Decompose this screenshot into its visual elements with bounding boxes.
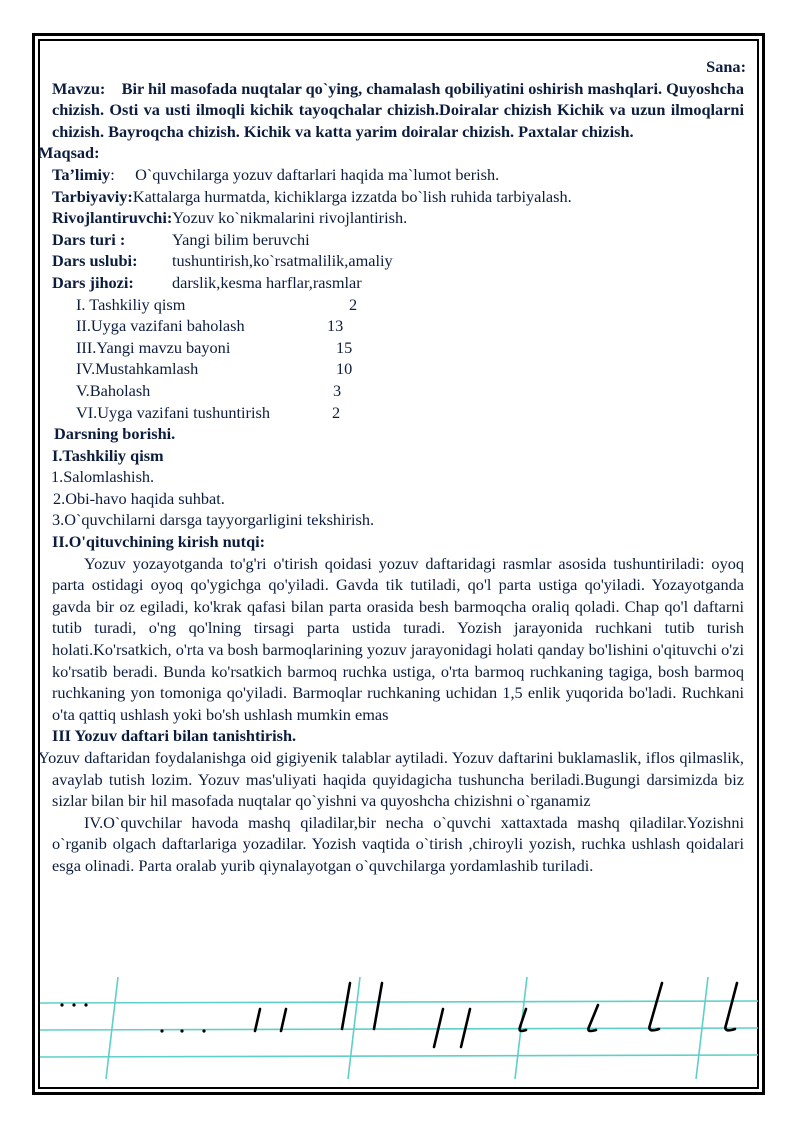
plan-minutes: 13 (327, 316, 344, 336)
plan-row (76, 315, 744, 337)
talimiy-label: Ta’limiy (52, 164, 111, 184)
plan-stage: III.Yangi mavzu bayoni (76, 337, 231, 357)
plan-minutes: 3 (333, 380, 342, 400)
section2-text: Yozuv yozayotganda to'g'ri o'tirish qoidasi yozuv daftaridagi rasmlar asosida tushuntiriladi: oyoq parta ostidagi oyoq qo'ygichga qo'yiladi. Gavda tik tutiladi, qo'l parta ustiga qo'yiladi. Yozayotganda gavda bir oz egiladi, ko'krak qafasi bilan parta orasida besh barmoqcha oraliq qoladi. Chap qo'l daftarni tutib turadi, o'ng qo'lning tirsagi parta ustida turadi. Yozish jarayonida ruchkani tutib turish holati.Ko'rsatkich, o'rta va bosh barmoqlarining yozuv jarayonidagi holati qanday bo'lishini o'qituvchi o'zi ko'rsatib beradi. Bunda ko'rsatkich barmoq ruchka ustiga, o'rta barmoq ruchkaning tagiga, bosh barmoq ruchkaning yon tomoniga qo'yiladi. Barmoqlar ruchkaning uchidan 1,5 enlik yuqorida bo'ladi. Ruchkani o'ta qattiq ushlash yoki bo'sh ushlash mumkin emas (52, 553, 744, 724)
goals-heading: Maqsad: (38, 143, 100, 163)
plan-minutes: 15 (336, 337, 353, 357)
lesson-type-label: Dars turi : (52, 229, 126, 249)
section3-text: Yozuv daftaridan foydalanishga oid gigiyenik talablar aytiladi. Yozuv daftarini buklamaslik, iflos qilmaslik, avaylab tutish lozim. Yozuv mas'uliyati haqida quyidagicha tushuncha beriladi.Bugungi darsimizda biz sizlar bilan bir hil masofada nuqtalar qo`yishni va quyoshcha chizishni o`rganamiz (38, 748, 744, 811)
tarbiyaviy-text: Kattalarga hurmatda, kichiklarga izzatda bo`lish ruhida tarbiyalash. (132, 186, 572, 206)
topic-paragraph (38, 78, 744, 143)
plan-stage: V.Baholash (76, 380, 151, 400)
topic-text: Bir hil masofada nuqtalar qo`ying, chamalash qobiliyatini oshirish mashqlari. Quyoshcha chizish. Osti va usti ilmoqli kichik tayoqchalar chizish.Doiralar chizish Kichik va uzun ilmoqlarni chizish. Bayroqcha chizish. Kichik va katta yarim doiralar chizish. Paxtalar chizish. (52, 78, 744, 141)
topic-label: Mavzu: (52, 78, 106, 98)
plan-row (76, 402, 744, 424)
talimiy-text: O`quvchilarga yozuv daftarlari haqida ma`lumot berish. (135, 164, 500, 184)
plan-row (76, 358, 744, 380)
plan-stage: II.Uyga vazifani baholash (76, 316, 245, 336)
lesson-plan-timing (38, 294, 744, 424)
goal-rivojlantiruvchi (38, 207, 744, 229)
section1-heading: I.Tashkiliy qism (52, 445, 164, 465)
section1-item: 3.O`quvchilarni darsga tayyorgarligini tekshirish. (52, 510, 375, 530)
section4-text: IV.O`quvchilar havoda mashq qiladilar,bir necha o`quvchi xattaxtada mashq qiladilar.Yozishni o`rganib olgach daftarlariga yozadilar. Yozish vaqtida o`tirish ,chiroyli yozish, ruchka ushlash qoidalari esga olinadi. Parta oralab yurib qiynalayotgan o`quvchilarga yordamlashib turiladi. (52, 812, 744, 875)
plan-row (76, 380, 744, 402)
plan-minutes: 10 (336, 359, 353, 379)
lesson-equipment-label: Dars jihozi: (52, 272, 134, 292)
lesson-type (38, 229, 744, 251)
plan-row (76, 294, 744, 316)
plan-stage: I. Tashkiliy qism (76, 294, 186, 314)
section1-item: 1.Salomlashish. (51, 467, 155, 487)
plan-stage: IV.Mustahkamlash (76, 359, 199, 379)
plan-minutes: 2 (332, 402, 341, 422)
progress-heading: Darsning borishi. (54, 424, 176, 444)
goal-talimiy: Ta’limiy: O`quvchilarga yozuv daftarlari haqida ma`lumot berish. (52, 164, 500, 184)
rivoj-label: Rivojlantiruvchi: (52, 208, 173, 228)
section3-heading: III Yozuv daftari bilan tanishtirish. (52, 726, 297, 746)
plan-minutes: 2 (349, 294, 358, 314)
tarbiyaviy-label: Tarbiyaviy: (52, 186, 133, 206)
section2-heading: II.O'qituvchining kirish nutqi: (52, 532, 266, 552)
lesson-method-text: tushuntirish,ko`rsatmalilik,amaliy (172, 251, 393, 271)
lesson-method (38, 250, 744, 272)
lesson-equipment-text: darslik,kesma harflar,rasmlar (172, 272, 362, 292)
plan-stage: VI.Uyga vazifani tushuntirish (76, 402, 270, 422)
plan-row (76, 337, 744, 359)
practice-strokes (60, 983, 737, 1047)
goal-tarbiyaviy (38, 186, 744, 208)
lesson-method-label: Dars uslubi: (52, 251, 138, 271)
rivoj-text: Yozuv ko`nikmalarini rivojlantirish. (172, 208, 408, 228)
date-label: Sana: (706, 57, 746, 76)
lesson-type-text: Yangi bilim beruvchi (172, 229, 310, 249)
lesson-equipment (38, 272, 744, 294)
lesson-plan-document (38, 56, 744, 877)
section1-item: 2.Obi-havo haqida suhbat. (53, 488, 225, 508)
handwriting-worksheet (40, 975, 758, 1080)
